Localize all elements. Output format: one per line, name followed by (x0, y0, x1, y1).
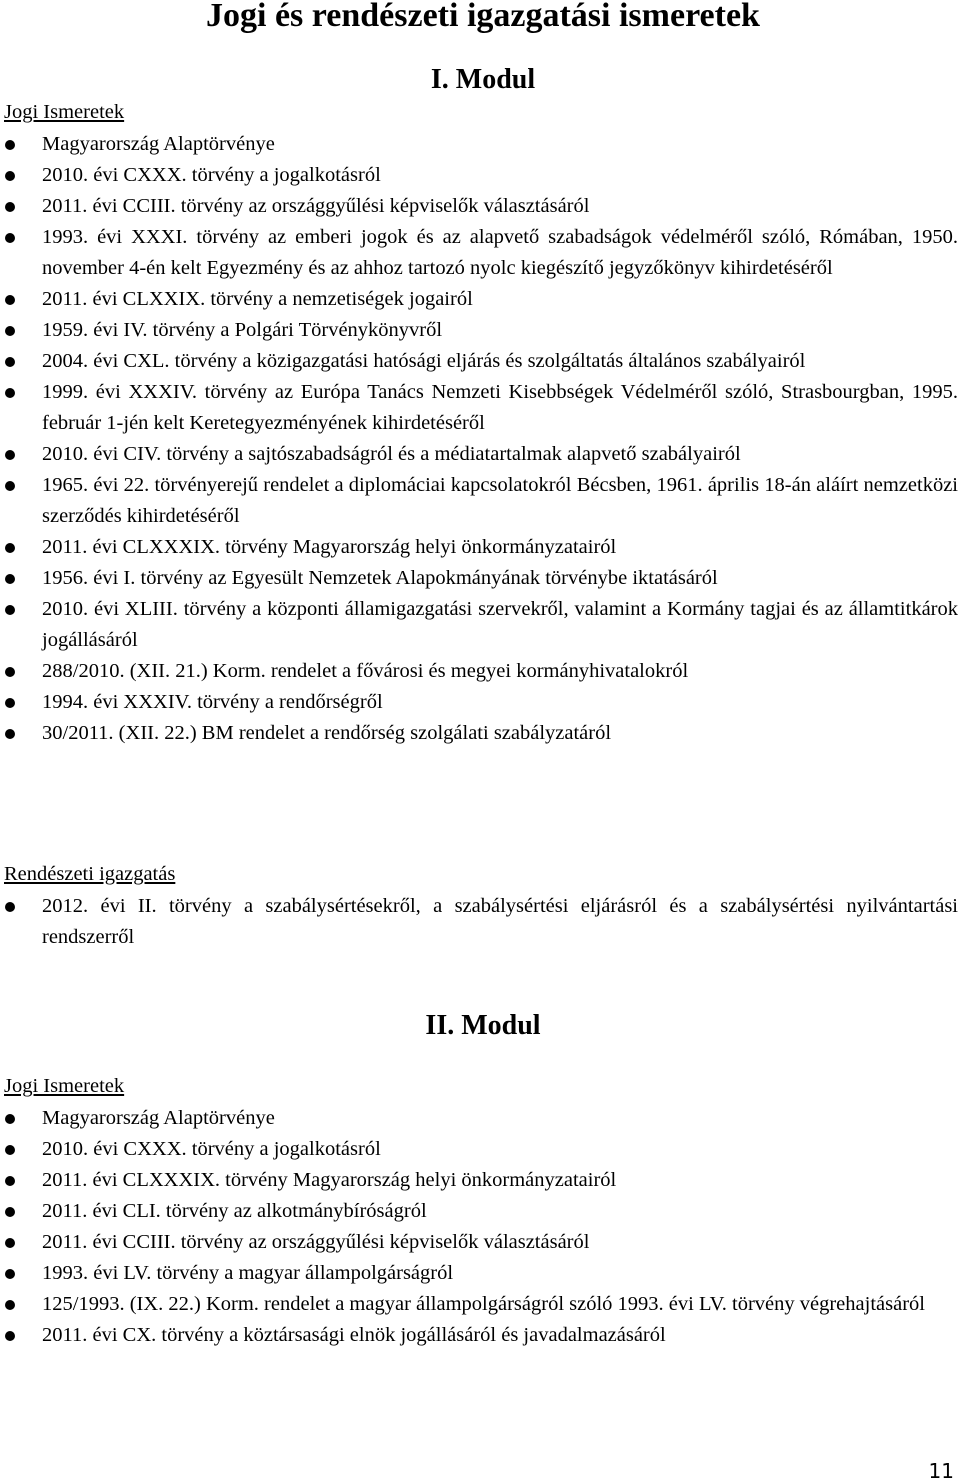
law-item-text: 2011. évi CX. törvény a köztársasági elnök jogállásáról és javadalmazásáról (42, 1324, 666, 1346)
law-list-item (0, 284, 960, 315)
law-item-text: 2011. évi CLI. törvény az alkotmánybíróságról (42, 1200, 427, 1222)
module-1-title: I. Modul (430, 64, 536, 95)
law-item-text: 2010. évi CXXX. törvény a jogalkotásról (42, 1138, 381, 1160)
bullet-icon (5, 388, 15, 398)
bullet-icon (5, 202, 15, 212)
page-number: 11 (928, 1459, 954, 1483)
law-list-item (0, 222, 960, 284)
law-list-item (0, 346, 960, 377)
law-item-text: 1959. évi IV. törvény a Polgári Törvénykönyvről (42, 319, 443, 341)
law-item-text: 2010. évi XLIII. törvény a központi államigazgatási szervekről, valamint a Kormány tagjai és az államtitkárok jogállásáról (42, 598, 958, 651)
law-item-text: 125/1993. (IX. 22.) Korm. rendelet a magyar állampolgárságról szóló 1993. évi LV. törvény végrehajtásáról (42, 1293, 925, 1315)
law-list-item (0, 1258, 960, 1289)
law-item-text: 1965. évi 22. törvényerejű rendelet a diplomáciai kapcsolatokról Bécsben, 1961. április 18-án aláírt nemzetközi szerződés kihirdetéséről (42, 474, 958, 527)
law-list-item (0, 687, 960, 718)
law-item-text: 1994. évi XXXIV. törvény a rendőrségről (42, 691, 383, 713)
law-list-item (0, 191, 960, 222)
law-item-text: 1993. évi LV. törvény a magyar állampolgárságról (42, 1262, 454, 1284)
law-item-text: Magyarország Alaptörvénye (42, 1107, 275, 1129)
bullet-icon (5, 698, 15, 708)
bullet-icon (5, 481, 15, 491)
law-list-item (0, 891, 960, 953)
module-1-jogi-heading: Jogi Ismeretek (4, 101, 125, 123)
law-list-item (0, 315, 960, 346)
document-title: Jogi és rendészeti igazgatási ismeretek (206, 0, 760, 34)
bullet-icon (5, 667, 15, 677)
bullet-icon (5, 233, 15, 243)
law-list-item (0, 377, 960, 439)
law-item-text: 2011. évi CCIII. törvény az országgyűlési képviselők választásáról (42, 195, 590, 217)
law-item-text: 2004. évi CXL. törvény a közigazgatási hatósági eljárás és szolgáltatás általános szabályairól (42, 350, 806, 372)
bullet-icon (5, 1269, 15, 1279)
law-list-item (0, 1165, 960, 1196)
bullet-icon (5, 357, 15, 367)
law-item-text: 1956. évi I. törvény az Egyesült Nemzetek Alapokmányának törvénybe iktatásáról (42, 567, 718, 589)
law-list-item (0, 594, 960, 656)
law-list-item (0, 1320, 960, 1351)
law-item-text: 1993. évi XXXI. törvény az emberi jogok és az alapvető szabadságok védelméről szóló, Rómában, 1950. november 4-én kelt Egyezmény és az ahhoz tartozó nyolc kiegészítő jegyzőkönyv kihirdetéséről (42, 226, 958, 279)
law-item-text: 2011. évi CLXXIX. törvény a nemzetiségek jogairól (42, 288, 473, 310)
bullet-icon (5, 1300, 15, 1310)
law-list-item (0, 532, 960, 563)
bullet-icon (5, 1114, 15, 1124)
law-list-item (0, 1134, 960, 1165)
bullet-icon (5, 1238, 15, 1248)
law-item-text: 288/2010. (XII. 21.) Korm. rendelet a fővárosi és megyei kormányhivatalokról (42, 660, 689, 682)
law-list-item (0, 1289, 960, 1320)
law-item-text: 1999. évi XXXIV. törvény az Európa Tanács Nemzeti Kisebbségek Védelméről szóló, Strasbourgban, 1995. február 1-jén kelt Keretegyezményének kihirdetéséről (42, 381, 958, 434)
module-2-jogi-list (0, 1103, 960, 1351)
law-list-item (0, 1196, 960, 1227)
bullet-icon (5, 1145, 15, 1155)
law-list-item (0, 718, 960, 749)
law-list-item (0, 656, 960, 687)
law-list-item (0, 1227, 960, 1258)
bullet-icon (5, 171, 15, 181)
law-list-item (0, 129, 960, 160)
bullet-icon (5, 1176, 15, 1186)
bullet-icon (5, 326, 15, 336)
module-1-rendeszeti-list (0, 891, 960, 953)
bullet-icon (5, 1331, 15, 1341)
law-item-text: 2011. évi CLXXXIX. törvény Magyarország helyi önkormányzatairól (42, 536, 617, 558)
bullet-icon (5, 605, 15, 615)
bullet-icon (5, 140, 15, 150)
bullet-icon (5, 543, 15, 553)
module-2-title: II. Modul (425, 1010, 541, 1041)
bullet-icon (5, 450, 15, 460)
bullet-icon (5, 902, 15, 912)
bullet-icon (5, 1207, 15, 1217)
law-item-text: 30/2011. (XII. 22.) BM rendelet a rendőrség szolgálati szabályzatáról (42, 722, 612, 744)
law-item-text: 2011. évi CLXXXIX. törvény Magyarország helyi önkormányzatairól (42, 1169, 617, 1191)
law-list-item (0, 1103, 960, 1134)
bullet-icon (5, 729, 15, 739)
bullet-icon (5, 574, 15, 584)
law-item-text: Magyarország Alaptörvénye (42, 133, 275, 155)
bullet-icon (5, 295, 15, 305)
law-list-item (0, 439, 960, 470)
module-1-rendeszeti-heading: Rendészeti igazgatás (4, 863, 176, 885)
law-item-text: 2010. évi CXXX. törvény a jogalkotásról (42, 164, 381, 186)
law-item-text: 2012. évi II. törvény a szabálysértésekről, a szabálysértési eljárásról és a szabálysértési nyilvántartási rendszerről (42, 895, 958, 948)
module-1-jogi-list (0, 129, 960, 749)
module-2-jogi-heading: Jogi Ismeretek (4, 1075, 125, 1097)
law-item-text: 2011. évi CCIII. törvény az országgyűlési képviselők választásáról (42, 1231, 590, 1253)
law-list-item (0, 470, 960, 532)
law-list-item (0, 563, 960, 594)
law-item-text: 2010. évi CIV. törvény a sajtószabadságról és a médiatartalmak alapvető szabályairól (42, 443, 741, 465)
law-list-item (0, 160, 960, 191)
